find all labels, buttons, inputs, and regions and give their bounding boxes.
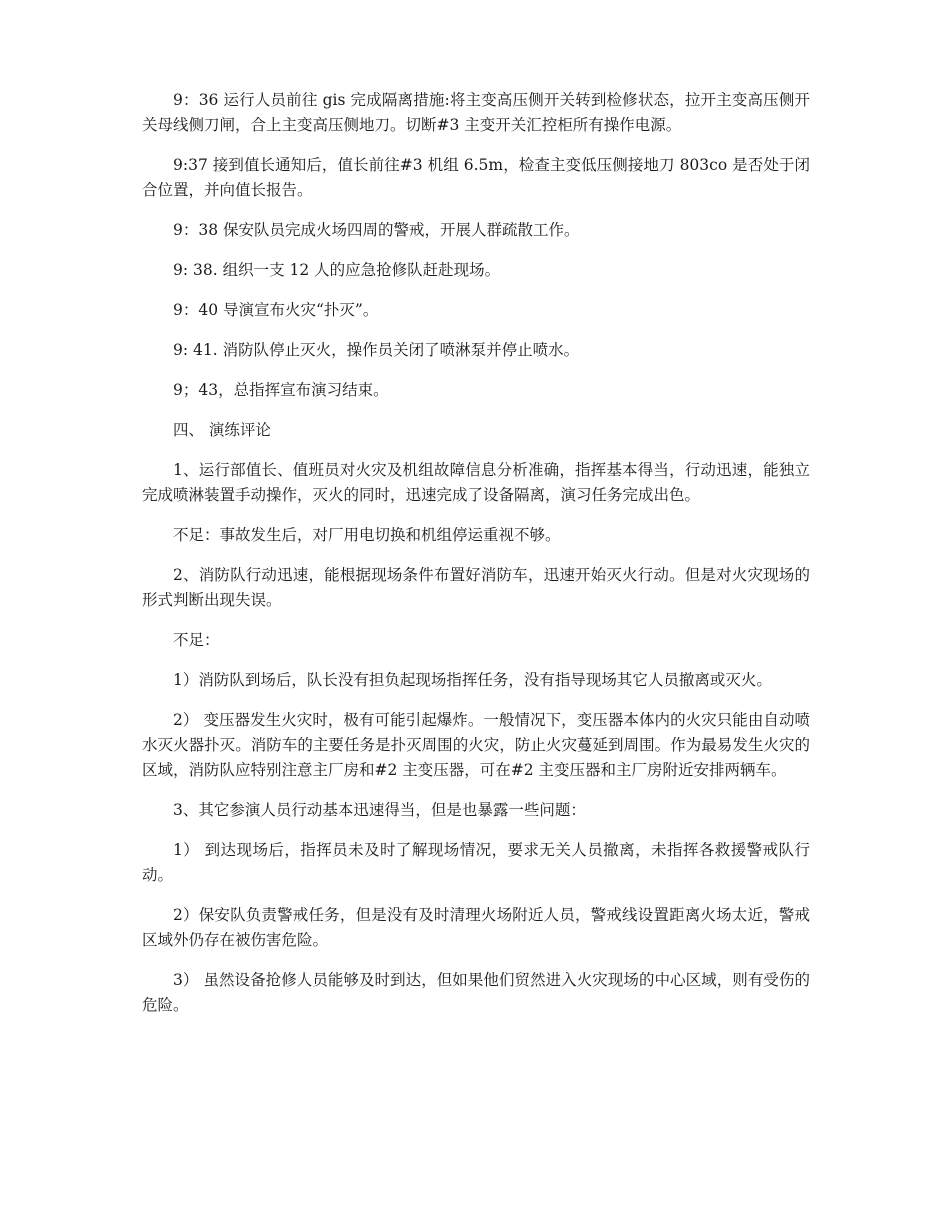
comment-3-item-1: 1） 到达现场后，指挥员未及时了解现场情况，要求无关人员撤离，未指挥各救援警戒队行动。 (142, 841, 810, 884)
paragraph-9-43: 9；43，总指挥宣布演习结束。 (173, 381, 389, 399)
comment-2-item-1: 1）消防队到场后，队长没有担负起现场指挥任务，没有指导现场其它人员撤离或灭火。 (173, 671, 772, 689)
document-page (142, 88, 810, 1033)
comment-1-shortcoming: 不足：事故发生后，对厂用电切换和机组停运重视不够。 (173, 526, 561, 544)
paragraph-9-41: 9: 41. 消防队停止灭火，操作员关闭了喷淋泵并停止喷水。 (173, 341, 580, 359)
section-heading-4: 四、 演练评论 (173, 421, 271, 439)
comment-3: 3、其它参演人员行动基本迅速得当，但是也暴露一些问题： (173, 801, 586, 819)
comment-3-item-2: 2）保安队负责警戒任务，但是没有及时清理火场附近人员，警戒线设置距离火场太近，警戒区域外仍存在被伤害危险。 (142, 906, 810, 949)
comment-3-item-3: 3） 虽然设备抢修人员能够及时到达，但如果他们贸然进入火灾现场的中心区域，则有受伤的危险。 (142, 971, 810, 1014)
paragraph-9-36: 9：36 运行人员前往 gis 完成隔离措施:将主变高压侧开关转到检修状态，拉开主变高压侧开关母线侧刀闸，合上主变高压侧地刀。切断#3 主变开关汇控柜所有操作电源。 (142, 91, 810, 134)
paragraph-9-40: 9：40 导演宣布火灾“扑灭”。 (173, 301, 379, 319)
comment-2-item-2: 2） 变压器发生火灾时，极有可能引起爆炸。一般情况下，变压器本体内的火灾只能由自动喷水灭火器扑灭。消防车的主要任务是扑灭周围的火灾，防止火灾蔓延到周围。作为最易发生火灾的区域，消防队应特别注意主厂房和#2 主变压器，可在#2 主变压器和主厂房附近安排两辆车。 (142, 711, 810, 779)
paragraph-9-38-repair: 9: 38. 组织一支 12 人的应急抢修队赶赴现场。 (173, 261, 501, 279)
comment-2-shortcoming-label: 不足： (173, 631, 220, 649)
comment-1: 1、运行部值长、值班员对火灾及机组故障信息分析准确，指挥基本得当，行动迅速，能独立完成喷淋装置手动操作，灭火的同时，迅速完成了设备隔离，演习任务完成出色。 (142, 461, 810, 504)
paragraph-9-37: 9:37 接到值长通知后，值长前往#3 机组 6.5m，检查主变低压侧接地刀 803co 是否处于闭合位置，并向值长报告。 (142, 156, 810, 199)
paragraph-9-38-guard: 9：38 保安队员完成火场四周的警戒，开展人群疏散工作。 (173, 221, 580, 239)
comment-2: 2、消防队行动迅速，能根据现场条件布置好消防车，迅速开始灭火行动。但是对火灾现场的形式判断出现失误。 (142, 566, 810, 609)
